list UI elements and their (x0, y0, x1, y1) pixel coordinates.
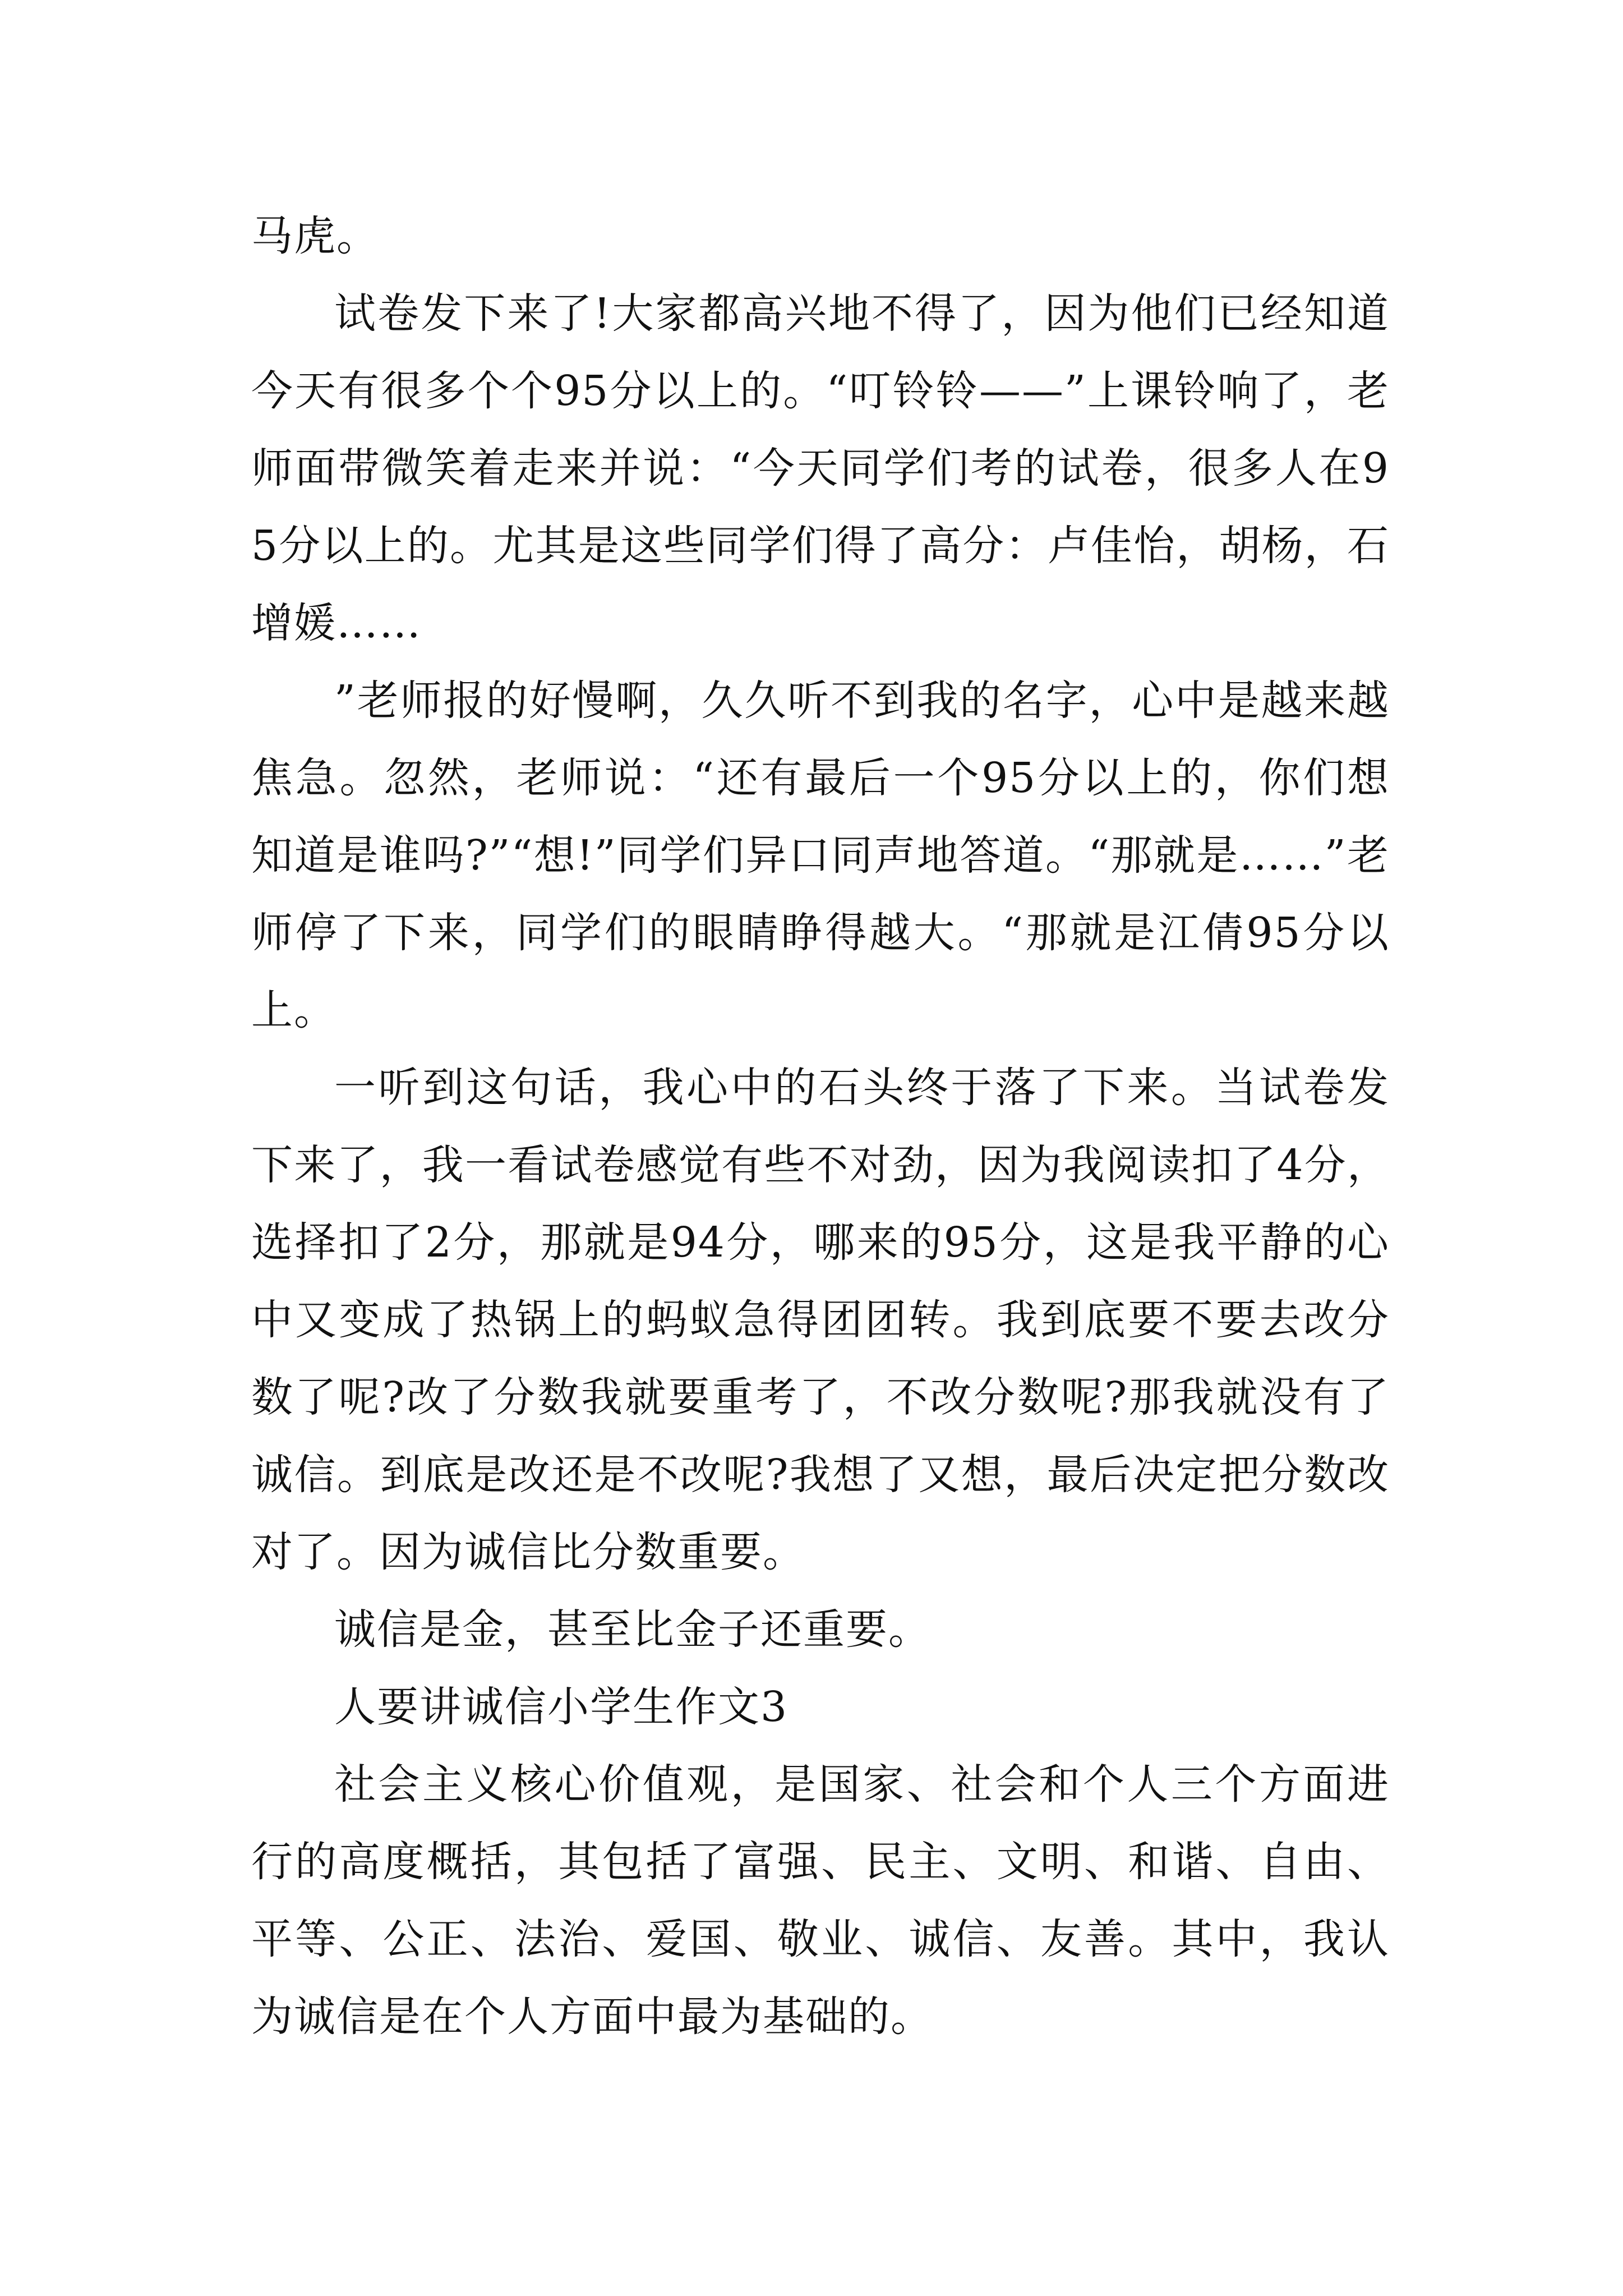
paragraph-1: 马虎。 (251, 212, 379, 260)
paragraph-4: 一听到这句话，我心中的石头终于落了下来。当试卷发下来了，我一看试卷感觉有些不对劲，因为我阅读扣了4分，选择扣了2分，那就是94分，哪来的95分，这是我平静的心中又变成了热锅上的蚂蚁急得团团转。我到底要不要去改分数了呢?改了分数我就要重考了，不改分数呢?那我就没有了诚信。到底是改还是不改呢?我想了又想，最后决定把分数改对了。因为诚信比分数重要。 (251, 1064, 1390, 1576)
paragraph-3: ”老师报的好慢啊，久久听不到我的名字，心中是越来越焦急。忽然，老师说：“还有最后一个95分以上的，你们想知道是谁吗?”“想!”同学们异口同声地答道。“那就是……”老师停了下来，同学们的眼睛睁得越大。“那就是江倩95分以上。 (251, 677, 1390, 1034)
paragraph-6: 社会主义核心价值观，是国家、社会和个人三个方面进行的高度概括，其包括了富强、民主、文明、和谐、自由、平等、公正、法治、爱国、敬业、诚信、友善。其中，我认为诚信是在个人方面中最为基础的。 (251, 1760, 1390, 2041)
paragraph-2: 试卷发下来了!大家都高兴地不得了，因为他们已经知道今天有很多个个95分以上的。“叮铃铃——”上课铃响了，老师面带微笑着走来并说：“今天同学们考的试卷，很多人在95分以上的。尤其是这些同学们得了高分：卢佳怡，胡杨，石增媛…… (251, 289, 1390, 647)
paragraph-5: 诚信是金，甚至比金子还重要。 (334, 1605, 931, 1654)
section-heading: 人要讲诚信小学生作文3 (334, 1683, 789, 1731)
document-body (251, 197, 1390, 2055)
